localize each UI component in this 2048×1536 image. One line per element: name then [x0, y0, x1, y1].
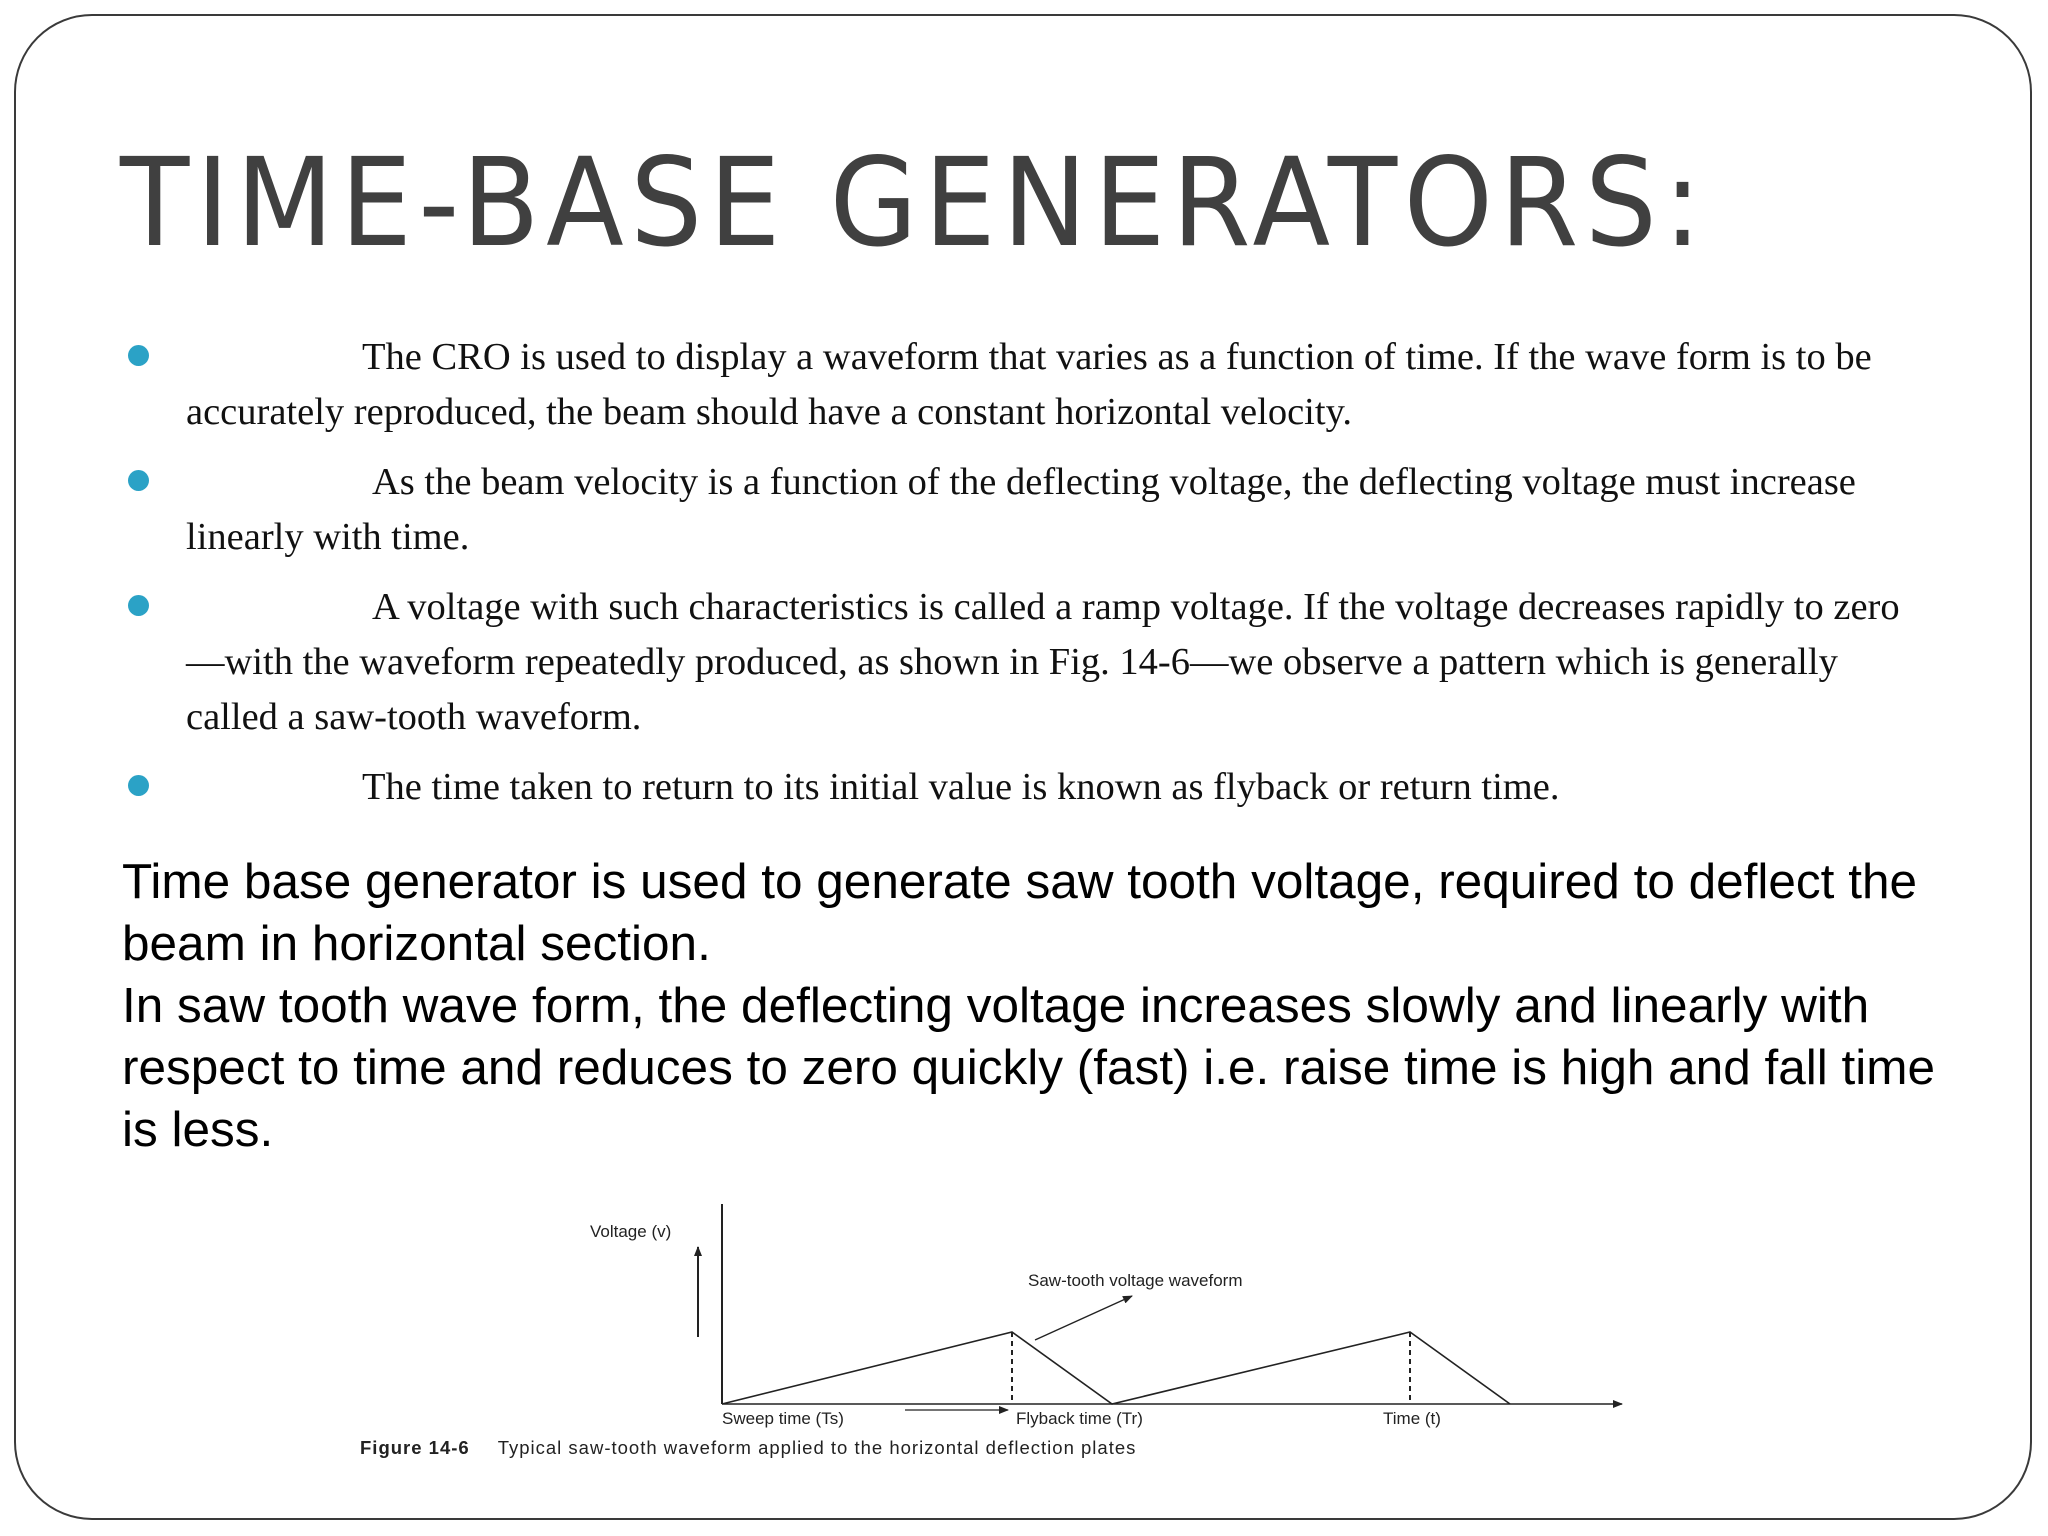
body-paragraph: In saw tooth wave form, the deflecting voltage increases slowly and linearly with respect to time and reduces to zero quickly (fast) i.e. raise time is high and fall time is less. [122, 978, 1936, 1157]
bullet-dot-icon [128, 595, 149, 616]
bullet-item [124, 330, 1924, 440]
y-axis-label: Voltage (v) [590, 1222, 672, 1241]
bullet-text: The CRO is used to display a waveform that varies as a function of time. If the wave form is to be accurately reproduced, the beam should have a constant horizontal velocity. [186, 336, 1872, 433]
bullet-dot-icon [128, 470, 149, 491]
body-paragraph: Time base generator is used to generate saw tooth voltage, required to deflect the beam in horizontal section. [122, 854, 1918, 971]
bullet-dot-icon [128, 775, 149, 796]
figure-number: Figure 14-6 [360, 1437, 470, 1458]
sawtooth-diagram [360, 1192, 1640, 1432]
sawtooth-figure [360, 1192, 1640, 1472]
bullet-text: A voltage with such characteristics is called a ramp voltage. If the voltage decreases rapidly to zero—with the waveform repeatedly produced, as shown in Fig. 14-6—we observe a pattern which is generally called a saw-tooth waveform. [186, 586, 1900, 738]
waveform-pointer-arrow [1035, 1296, 1132, 1340]
bullet-item [124, 580, 1924, 745]
sawtooth-waveform [722, 1332, 1510, 1404]
bullet-text: The time taken to return to its initial value is known as flyback or return time. [362, 766, 1560, 808]
bullet-text: As the beam velocity is a function of the deflecting voltage, the deflecting voltage must increase linearly with time. [186, 461, 1856, 558]
bullet-list [124, 330, 1924, 830]
flyback-time-label: Flyback time (Tr) [1016, 1409, 1143, 1428]
waveform-label: Saw-tooth voltage waveform [1028, 1271, 1243, 1290]
sweep-time-label: Sweep time (Ts) [722, 1409, 844, 1428]
bullet-item [124, 455, 1924, 565]
bullet-item [124, 760, 1924, 815]
time-axis-label: Time (t) [1383, 1409, 1441, 1428]
figure-caption [360, 1437, 1136, 1459]
figure-caption-text: Typical saw-tooth waveform applied to the horizontal deflection plates [497, 1437, 1137, 1458]
slide-title: TIME-BASE GENERATORS: [120, 132, 1709, 274]
bullet-dot-icon [128, 345, 149, 366]
